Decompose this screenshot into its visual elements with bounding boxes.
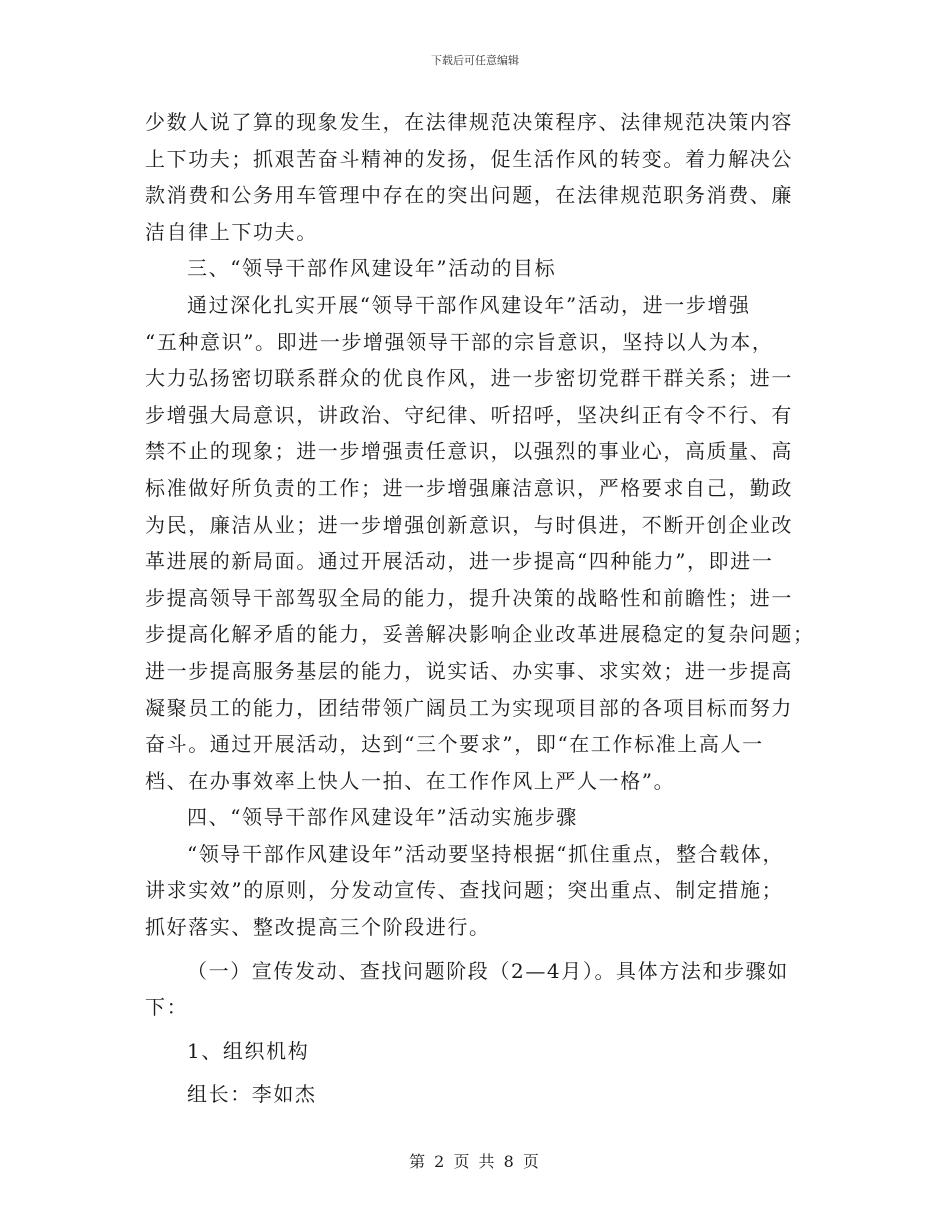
text-line: 款消费和公务用车管理中存在的突出问题，在法律规范职务消费、廉 [145, 183, 793, 208]
text-line: 进一步提高服务基层的能力，说实话、办实事、求实效；进一步提高 [145, 658, 793, 683]
text-line: 步提高化解矛盾的能力，妥善解决影响企业改革进展稳定的复杂问题； [145, 622, 815, 647]
list-item: 组长：李如杰 [187, 1082, 317, 1107]
section-heading: 四、“领导干部作风建设年”活动实施步骤 [187, 805, 578, 830]
text-line: 少数人说了算的现象发生，在法律规范决策程序、法律规范决策内容 [145, 110, 793, 134]
text-line: 下： [145, 995, 189, 1020]
text-line: 档、在办事效率上快人一拍、在工作作风上严人一格”。 [145, 768, 676, 793]
text-line: 抓好落实、整改提高三个阶段进行。 [145, 915, 491, 940]
text-line: 步增强大局意识，讲政治、守纪律、听招呼，坚决纠正有令不行、有 [145, 402, 793, 427]
text-line: 凝聚员工的能力，团结带领广阔员工为实现项目部的各项目标而努力 [145, 695, 793, 720]
text-line: 为民，廉洁从业；进一步增强创新意识，与时俱进，不断开创企业改 [145, 512, 793, 537]
text-line: 通过深化扎实开展“领导干部作风建设年”活动，进一步增强 [187, 292, 751, 317]
text-line: 洁自律上下功夫。 [145, 219, 318, 244]
text-line: 标准做好所负责的工作；进一步增强廉洁意识，严格要求自己，勤政 [145, 475, 793, 500]
text-line: 大力弘扬密切联系群众的优良作风，进一步密切党群干群关系；进一 [145, 366, 793, 391]
text-line: 讲求实效”的原则，分发动宣传、查找问题；突出重点、制定措施； [145, 878, 784, 903]
text-line: 步提高领导干部驾驭全局的能力，提升决策的战略性和前瞻性；进一 [145, 585, 793, 610]
text-line: “领导干部作风建设年”活动要坚持根据“抓住重点，整合载体， [187, 841, 785, 866]
text-line: 禁不止的现象；进一步增强责任意识，以强烈的事业心，高质量、高 [145, 439, 793, 464]
section-heading: 三、“领导干部作风建设年”活动的目标 [187, 256, 557, 281]
text-line: 奋斗。通过开展活动，达到“三个要求”，即“在工作标准上高人一 [145, 732, 764, 757]
subsection-heading: （一）宣传发动、查找问题阶段（2—4月）。具体方法和步骤如 [187, 958, 789, 983]
list-item: 1、组织机构 [187, 1038, 310, 1063]
document-body [145, 104, 815, 1113]
page-footer: 第 2 页 共 8 页 [409, 1152, 541, 1171]
text-line: 上下功夫；抓艰苦奋斗精神的发扬，促生活作风的转变。着力解决公 [145, 146, 793, 171]
text-line: “五种意识”。即进一步增强领导干部的宗旨意识，坚持以人为本， [145, 329, 774, 354]
page-header: 下载后可任意编辑 [431, 54, 519, 67]
text-line: 革进展的新局面。通过开展活动，进一步提高“四种能力”，即进一 [145, 549, 774, 574]
